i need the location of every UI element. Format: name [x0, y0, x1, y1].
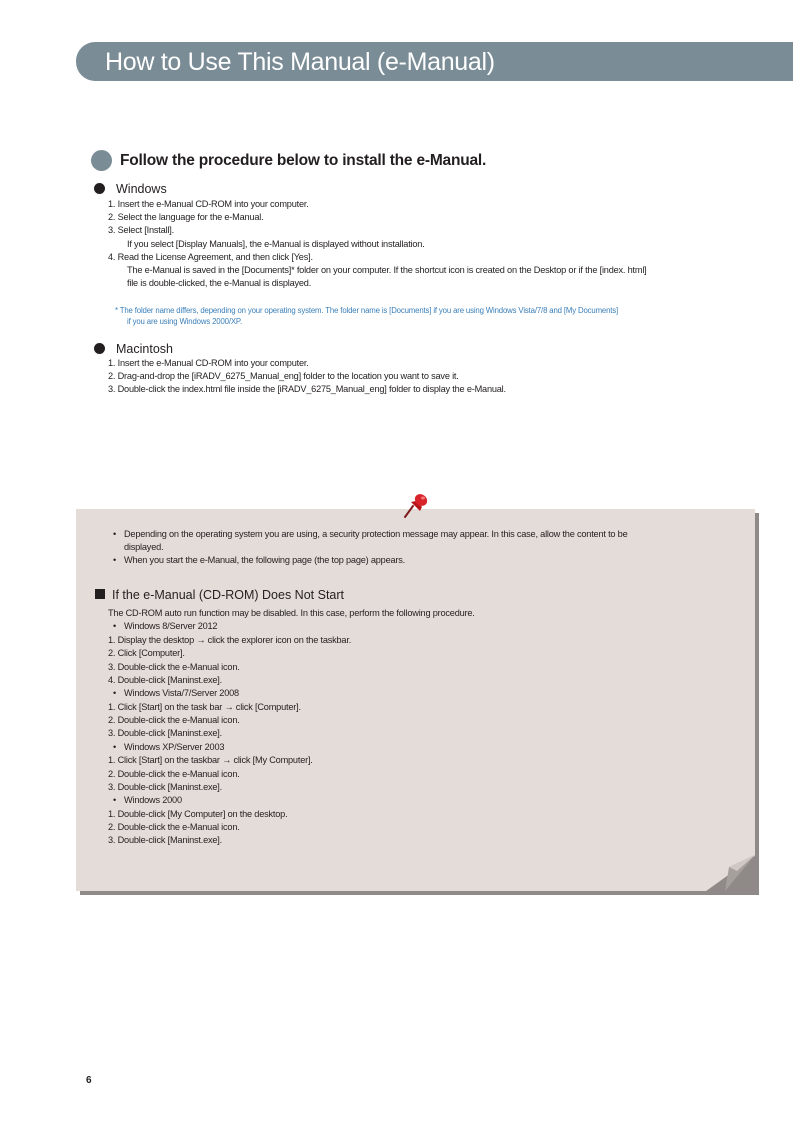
list-item: 2. Double-click the e-Manual icon.	[108, 822, 240, 832]
list-item: 1. Click [Start] on the taskbar → click [My Computer].	[108, 755, 313, 766]
section-bullet-icon	[91, 150, 112, 171]
list-item: When you start the e-Manual, the following page (the top page) appears.	[124, 555, 406, 566]
notice-bullets	[113, 528, 628, 568]
folder-note	[115, 305, 618, 327]
list-item: 1. Insert the e-Manual CD-ROM into your computer.	[108, 199, 309, 209]
square-bullet-icon	[95, 589, 105, 599]
list-item: 3. Select [Install].	[108, 225, 174, 236]
list-item: file is double-clicked, the e-Manual is displayed.	[127, 278, 312, 289]
os-label: Windows 8/Server 2012	[124, 621, 218, 632]
list-item: 1. Display the desktop → click the explorer icon on the taskbar.	[108, 634, 352, 645]
section-heading: Follow the procedure below to install the e-Manual.	[120, 152, 487, 169]
list-item: 3. Double-click the e-Manual icon.	[108, 661, 240, 672]
note-line: * The folder name differs, depending on your operating system. The folder name is [Documents] if you are using Windows Vista/7/8 and [My Documents]	[115, 306, 619, 315]
bullet-icon: •	[113, 688, 117, 699]
troubleshoot-steps	[108, 607, 475, 848]
list-item: 2. Double-click the e-Manual icon.	[108, 715, 240, 725]
page-title: How to Use This Manual (e-Manual)	[105, 48, 495, 76]
notice-heading: If the e-Manual (CD-ROM) Does Not Start	[112, 588, 345, 602]
note-line: if you are using Windows 2000/XP.	[127, 317, 242, 326]
bullet-icon: •	[113, 621, 117, 632]
bullet-icon: •	[113, 795, 117, 806]
list-item: If you select [Display Manuals], the e-Manual is displayed without installation.	[127, 238, 425, 249]
bullet-icon: •	[113, 555, 117, 566]
list-item: 3. Double-click [Maninst.exe].	[108, 728, 222, 739]
os-label: Windows XP/Server 2003	[124, 741, 225, 752]
list-item: 4. Read the License Agreement, and then click [Yes].	[108, 251, 313, 262]
list-item: The e-Manual is saved in the [Documents]* folder on your computer. If the shortcut icon is created on the Desktop or if the [index. html]	[127, 265, 647, 276]
pushpin-icon	[401, 489, 431, 521]
notice-intro: The CD-ROM auto run function may be disabled. In this case, perform the following procedure.	[108, 608, 475, 618]
windows-bullet-icon	[94, 183, 105, 194]
list-item: 1. Double-click [My Computer] on the desktop.	[108, 808, 288, 819]
list-item: displayed.	[124, 542, 164, 553]
list-item: 3. Double-click [Maninst.exe].	[108, 835, 222, 846]
macintosh-steps	[108, 357, 506, 397]
bullet-icon: •	[113, 529, 117, 539]
list-item: Depending on the operating system you are using, a security protection message may appear. In this case, allow the content to be	[124, 529, 628, 539]
list-item: 2. Select the language for the e-Manual.	[108, 212, 264, 223]
list-item: 2. Drag-and-drop the [iRADV_6275_Manual_eng] folder to the location you want to save it.	[108, 371, 459, 382]
os-label: Windows 2000	[124, 795, 182, 806]
list-item: 2. Double-click the e-Manual icon.	[108, 768, 240, 779]
list-item: 1. Insert the e-Manual CD-ROM into your computer.	[108, 358, 309, 368]
page-curl-icon	[725, 855, 755, 891]
list-item: 3. Double-click the index.html file inside the [iRADV_6275_Manual_eng] folder to display the e-Manual.	[108, 384, 506, 395]
windows-heading: Windows	[116, 182, 167, 196]
list-item: 3. Double-click [Maninst.exe].	[108, 781, 222, 792]
title-bar	[76, 42, 793, 81]
macintosh-bullet-icon	[94, 343, 105, 354]
os-label: Windows Vista/7/Server 2008	[124, 688, 239, 699]
windows-steps	[108, 198, 647, 290]
macintosh-heading: Macintosh	[116, 342, 173, 356]
bullet-icon: •	[113, 741, 117, 752]
list-item: 2. Click [Computer].	[108, 648, 185, 659]
page-number: 6	[86, 1075, 92, 1086]
list-item: 4. Double-click [Maninst.exe].	[108, 674, 222, 685]
list-item: 1. Click [Start] on the task bar → click [Computer].	[108, 701, 301, 712]
